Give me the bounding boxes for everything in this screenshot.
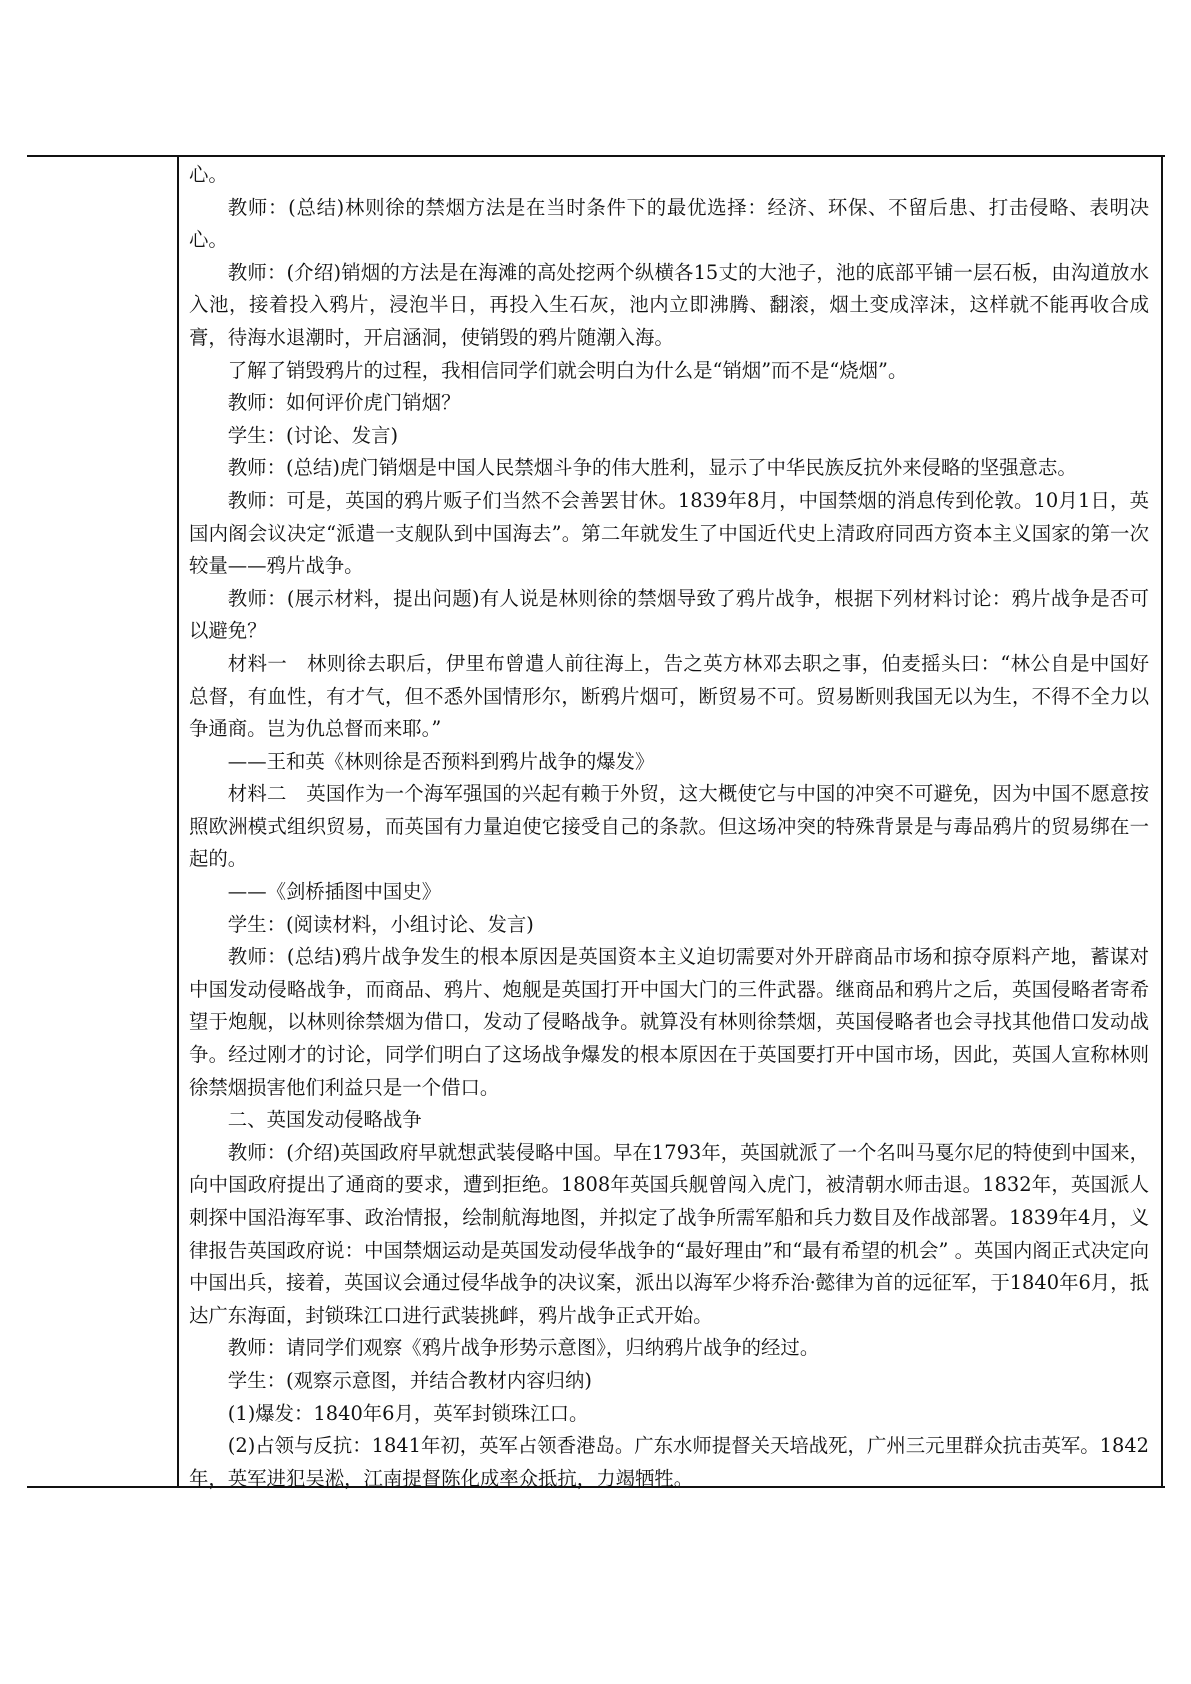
paragraph-teacher-opium-traders: 教师：可是，英国的鸦片贩子们当然不会善罢甘休。1839年8月，中国禁烟的消息传到伦敦。10月1日，英国内阁会议决定“派遣一支舰队到中国海去”。第二年就发生了中国近代史上清政府同西方资本主义国家的第一次较量——鸦片战争。 [189, 488, 1149, 578]
paragraph-teacher-question: 教师：如何评价虎门销烟？ [227, 391, 461, 415]
paragraph-outbreak: (1)爆发：1840年6月，英军封锁珠江口。 [227, 1401, 589, 1425]
paragraph-teacher-intro-destruction: 教师：(介绍)销烟的方法是在海滩的高处挖两个纵横各15丈的大池子，池的底部平铺一层石板，由沟道放水入池，接着投入鸦片，浸泡半日，再投入生石灰，池内立即沸腾、翻滚，烟土变成滓沫，这样就不能再收合成膏，待海水退潮时，开启涵洞，使销毁的鸦片随潮入海。 [189, 260, 1149, 349]
lesson-table [27, 155, 1165, 1488]
section-heading-war: 二、英国发动侵略战争 [227, 1108, 422, 1132]
paragraph-teacher-show-materials: 教师：(展示材料，提出问题)有人说是林则徐的禁烟导致了鸦片战争，根据下列材料讨论：鸦片战争是否可以避免？ [189, 586, 1149, 643]
paragraph-teacher-summary-root-cause: 教师：(总结)鸦片战争发生的根本原因是英国资本主义迫切需要对外开辟商品市场和掠夺原料产地，蓄谋对中国发动侵略战争，而商品、鸦片、炮舰是英国打开中国大门的三件武器。继商品和鸦片之后，英国侵略者寄希望于炮舰，以林则徐禁烟为借口，发动了侵略战争。就算没有林则徐禁烟，英国侵略者也会寻找其他借口发动战争。经过刚才的讨论，同学们明白了这场战争爆发的根本原因在于英国要打开中国市场，因此，英国人宣称林则徐禁烟损害他们利益只是一个借口。 [189, 945, 1149, 1099]
paragraph-occupation-resistance: (2)占领与反抗：1841年初，英军占领香港岛。广东水师提督关天培战死，广州三元里群众抗击英军。1842年，英军进犯吴淞，江南提督陈化成率众抵抗，力竭牺牲。 [189, 1434, 1149, 1490]
paragraph-xiaoyan-explanation: 了解了销毁鸦片的过程，我相信同学们就会明白为什么是“销烟”而不是“烧烟”。 [227, 358, 908, 382]
table-left-column-cell [27, 157, 179, 1486]
paragraph-teacher-intro-british-invasion: 教师：(介绍)英国政府早就想武装侵略中国。早在1793年，英国就派了一个名叫马戛尔尼的特使到中国来，向中国政府提出了通商的要求，遭到拒绝。1808年英国兵舰曾闯入虎门，被清朝水师击退。1832年，英国派人刺探中国沿海军事、政治情报，绘制航海地图，并拟定了战争所需军船和兵力数目及作战部署。1839年4月，义律报告英国政府说：中国禁烟运动是英国发动侵华战争的“最好理由”和“最有希望的机会” 。英国内阁正式决定向中国出兵，接着，英国议会通过侵华战争的决议案，派出以海军少将乔治·懿律为首的远征军，于1840年6月，抵达广东海面，封锁珠江口进行武装挑衅，鸦片战争正式开始。 [189, 1140, 1149, 1327]
paragraph-material-one-source: ——王和英《林则徐是否预料到鸦片战争的爆发》 [227, 749, 655, 773]
paragraph-teacher-summary-humen: 教师：(总结)虎门销烟是中国人民禁烟斗争的伟大胜利，显示了中华民族反抗外来侵略的坚强意志。 [227, 456, 1077, 480]
paragraph-student-reading: 学生：(阅读材料，小组讨论、发言) [227, 912, 534, 936]
paragraph-teacher-map-task: 教师：请同学们观察《鸦片战争形势示意图》，归纳鸦片战争的经过。 [227, 1336, 820, 1360]
paragraph-continuation: 心。 [189, 163, 228, 186]
paragraph-material-two: 材料二 英国作为一个海军强国的兴起有赖于外贸，这大概使它与中国的冲突不可避免，因为中国不愿意按照欧洲模式组织贸易，而英国有力量迫使它接受自己的条款。但这场冲突的特殊背景是与毒品鸦片的贸易绑在一起的。 [189, 782, 1149, 871]
lesson-content [189, 159, 1149, 1495]
paragraph-student-map-observation: 学生：(观察示意图，并结合教材内容归纳) [227, 1368, 592, 1392]
table-content-cell [179, 157, 1163, 1490]
paragraph-material-one: 材料一 林则徐去职后，伊里布曾遣人前往海上，告之英方林邓去职之事，伯麦摇头曰：“林公自是中国好总督，有血性，有才气，但不悉外国情形尔，断鸦片烟可，断贸易不可。贸易断则我国无以为生，不得不全力以争通商。岂为仇总督而来耶。” [189, 651, 1149, 741]
paragraph-student-discussion: 学生：(讨论、发言) [227, 423, 399, 447]
paragraph-material-two-source: ——《剑桥插图中国史》 [227, 880, 442, 904]
paragraph-teacher-summary-methods: 教师：(总结)林则徐的禁烟方法是在当时条件下的最优选择：经济、环保、不留后患、打击侵略、表明决心。 [189, 195, 1149, 252]
